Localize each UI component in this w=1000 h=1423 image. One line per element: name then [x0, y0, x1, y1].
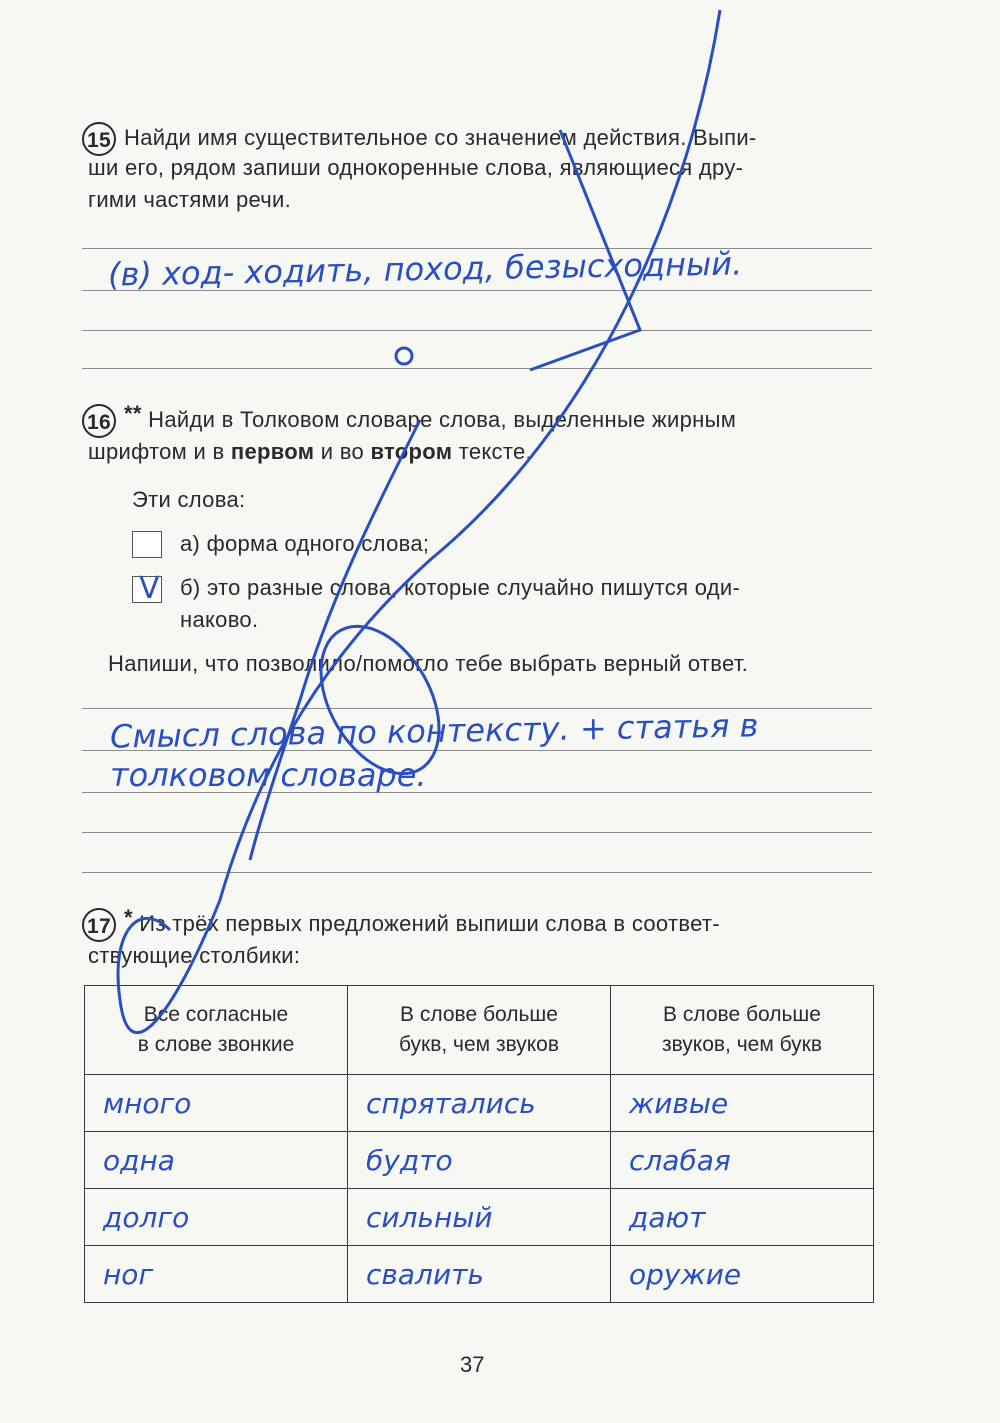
task16-prompt: Эти слова:: [132, 487, 246, 512]
table-cell[interactable]: спрятались: [348, 1075, 611, 1132]
task15-handwritten-answer[interactable]: (в) ход- ходить, поход, безысходный.: [107, 244, 743, 294]
table-cell[interactable]: будто: [348, 1132, 611, 1189]
task17-line1: 17 * Из трёх первых предложений выпиши слова в соответ-: [82, 908, 882, 942]
task17-line2: ствующие столбики:: [88, 943, 301, 968]
option-b-label-line1: б) это разные слова, которые случайно пишутся оди-: [180, 575, 741, 600]
pen-stroke: [118, 10, 720, 1033]
task15-line3: гими частями речи.: [88, 187, 292, 212]
header-voiced-consonants: Все согласные в слове звонкие: [85, 986, 348, 1075]
table-cell[interactable]: много: [85, 1075, 348, 1132]
task15-number: 15: [82, 122, 116, 156]
task16-answer-line2[interactable]: толковом словаре.: [110, 756, 427, 794]
table-cell[interactable]: свалить: [348, 1246, 611, 1303]
table-cell[interactable]: оружие: [611, 1246, 874, 1303]
task15-line1: 15 Найди имя существительное со значением действия. Выпи-: [82, 122, 882, 156]
page-number: 37: [460, 1352, 485, 1377]
task16-line2: шрифтом и в первом и во втором тексте.: [88, 439, 532, 464]
table-cell[interactable]: ног: [85, 1246, 348, 1303]
table-cell[interactable]: слабая: [611, 1132, 874, 1189]
task15-line2: ши его, рядом запиши однокоренные слова, являющиеся дру-: [88, 155, 744, 180]
pen-stroke: [396, 348, 412, 364]
option-a-label: а) форма одного слова;: [180, 531, 430, 556]
option-b-label-line2: наково.: [180, 607, 259, 632]
header-more-sounds: В слове больше звуков, чем букв: [611, 986, 874, 1075]
table-cell[interactable]: долго: [85, 1189, 348, 1246]
table-cell[interactable]: одна: [85, 1132, 348, 1189]
table-cell[interactable]: дают: [611, 1189, 874, 1246]
header-more-letters: В слове больше букв, чем звуков: [348, 986, 611, 1075]
task16-question: Напиши, что позволило/помогло тебе выбрать верный ответ.: [108, 651, 749, 676]
task16-line1: 16 ** Найди в Толковом словаре слова, выделенные жирным: [82, 404, 882, 438]
task17-number: 17: [82, 908, 116, 942]
check-mark-icon: V: [139, 571, 160, 606]
table-cell[interactable]: сильный: [348, 1189, 611, 1246]
task16-answer-line1[interactable]: Смысл слова по контексту. + статья в: [109, 706, 759, 756]
task16-number: 16: [82, 404, 116, 438]
table-cell[interactable]: живые: [611, 1075, 874, 1132]
pen-stroke: [530, 130, 640, 370]
